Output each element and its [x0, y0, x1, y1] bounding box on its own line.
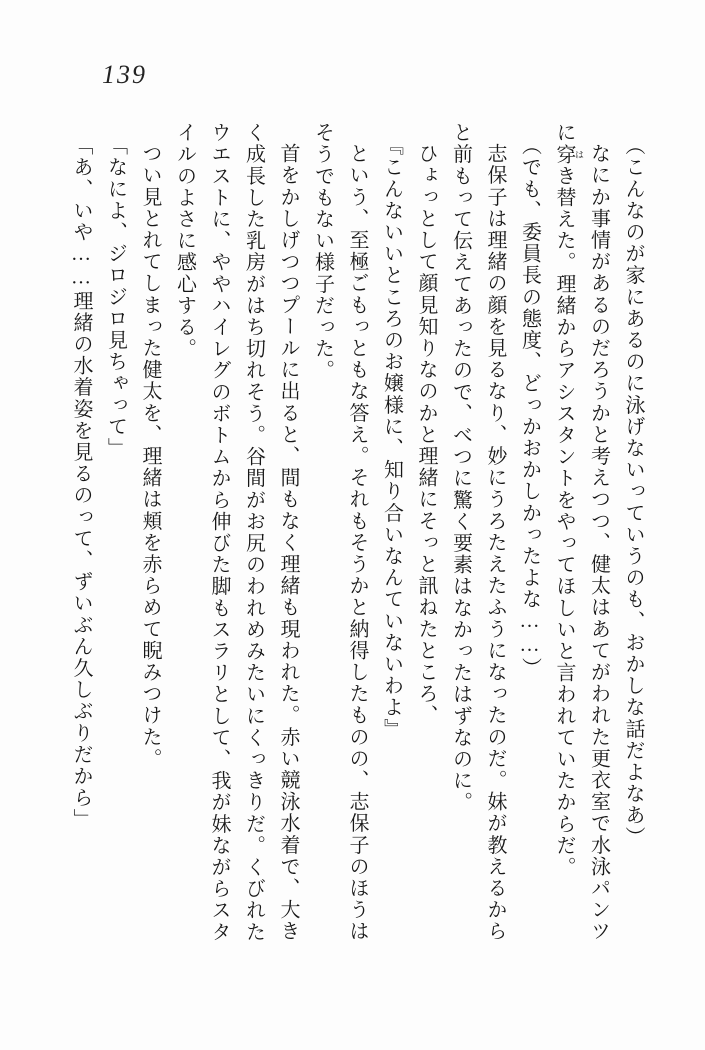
- paragraph: 「なによ、ジロジロ見ちゃって」: [104, 135, 127, 459]
- paragraph: つい見とれてしまった健太を、理緒は頬を赤らめて睨みつけた。: [139, 143, 161, 770]
- paragraph: という、至極ごもっともな答え。それもそうかと納得したものの、志保子のほうはそうでもない様子だった。: [311, 122, 368, 943]
- paragraph: なにか事情があるのだろうかと考えつつ、健太はあてがわれた更衣室で水泳パンツに穿 はき替えた。理緒からアシスタントをやってほしいと言われていたからだ。: [553, 122, 610, 943]
- page-number: 139: [102, 60, 147, 89]
- paragraph: 首をかしげつつプールに出ると、間もなく理緒も現われた。赤い競泳水着で、大きく成長した乳房がはち切れそう。谷間がお尻のわれめみたいにくっきりだ。くびれたウエストに、ややハイレグのボトムから伸びた脚もスラリとして、我が妹ながらスタイルのよさに感心する。: [173, 122, 299, 943]
- ruby-annotated-kanji: 穿 は: [553, 143, 584, 166]
- paragraph: （こんなのが家にあるのに泳げないっていうのも、おかしな話だよなあ）: [622, 135, 644, 848]
- paragraph: 「あ、いや……理緒の水着姿を見るのって、ずいぶん久しぶりだから」: [70, 135, 92, 831]
- paragraph: 志保子は理緒の顔を見るなり、妙にうろたえたふうになったのだ。妹が教えるからと前もって伝えてあったので、べつに驚く要素はなかったはずなのに。: [449, 122, 506, 943]
- paragraph: （でも、委員長の態度、どっかおかしかったよな……）: [518, 135, 541, 679]
- body-text: [60, 122, 650, 948]
- paragraph: 『こんないいところのお嬢様に、知り合いなんていないわよ』: [380, 135, 403, 740]
- paragraph: ひょっとして顔見知りなのかと理緒にそっと訊ねたところ、: [415, 143, 437, 727]
